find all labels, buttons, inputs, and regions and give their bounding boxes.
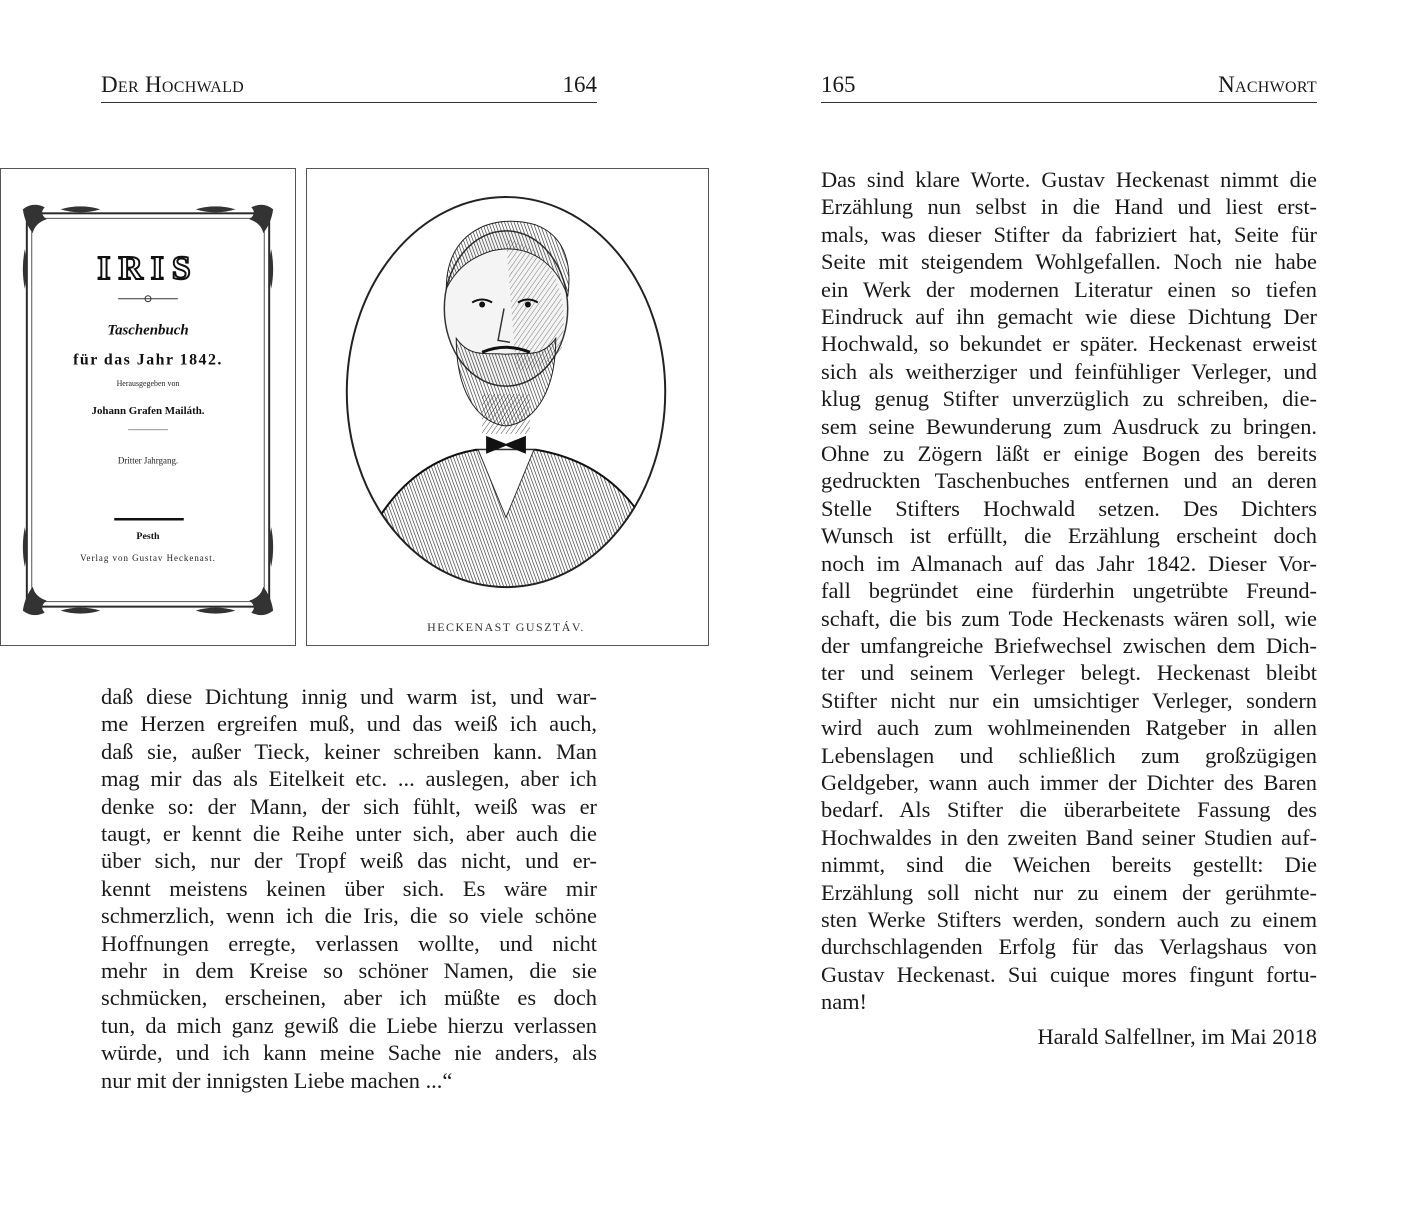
left-paragraph bbox=[101, 683, 597, 1094]
text-line: Gustav Heckenast. Sui cuique mores fingunt fortu- bbox=[821, 961, 1317, 987]
text-line: sten Werke Stifters werden, sondern auch zu einem bbox=[821, 906, 1317, 932]
iris-title: IRIS bbox=[97, 249, 199, 287]
text-line: Hoffnungen erregte, verlassen wollte, und nicht bbox=[101, 930, 597, 956]
right-paragraph bbox=[821, 166, 1317, 1016]
text-line: Seite mit steigendem Wohlgefallen. Noch nie habe bbox=[821, 249, 1317, 275]
iris-editor: Johann Grafen Mailáth. bbox=[91, 404, 205, 417]
text-line: Ohne zu Zögern läßt er einige Bogen des bereits bbox=[821, 441, 1317, 467]
text-line: Das sind klare Worte. Gustav Heckenast nimmt die bbox=[821, 167, 1317, 192]
text-line: Wunsch ist erfüllt, die Erzählung erscheint doch bbox=[821, 523, 1317, 549]
right-page bbox=[708, 0, 1417, 1210]
text-line: taugt, er kennt die Reihe unter sich, aber auch die bbox=[101, 821, 597, 847]
figure-heckenast-portrait bbox=[306, 168, 709, 646]
text-line: ter und seinem Verleger belegt. Heckenast bleibt bbox=[821, 660, 1317, 686]
iris-title-page-illustration bbox=[1, 169, 295, 645]
text-line: gedruckten Taschenbuches entfernen und an deren bbox=[821, 468, 1317, 494]
text-line: bedarf. Als Stifter die überarbeitete Fassung des bbox=[821, 797, 1317, 823]
text-line: würde, und ich kann meine Sache nie anders, als bbox=[101, 1040, 597, 1066]
text-line: daß diese Dichtung innig und warm ist, und war- bbox=[101, 684, 597, 709]
text-line: wird auch zum wohlmeinenden Ratgeber in allen bbox=[821, 715, 1317, 741]
page-number: 165 bbox=[821, 72, 856, 97]
text-line: sem seine Bewunderung zum Ausdruck zu bringen. bbox=[821, 413, 1317, 439]
text-line: denke so: der Mann, der sich fühlt, weiß was er bbox=[101, 793, 597, 819]
text-line: mehr in dem Kreise so schöner Namen, die sie bbox=[101, 958, 597, 984]
text-line: Stifter nicht nur ein umsichtiger Verleger, sondern bbox=[821, 687, 1317, 713]
text-line: nur mit der innigsten Liebe machen ...“ bbox=[101, 1067, 453, 1093]
page-number: 164 bbox=[562, 72, 597, 97]
text-line: über sich, nur der Tropf weiß das nicht, und er- bbox=[101, 848, 597, 874]
text-line: schmücken, erscheinen, aber ich müßte es doch bbox=[101, 985, 597, 1011]
text-line: schmerzlich, wenn ich die Iris, die so viele schöne bbox=[101, 903, 597, 929]
text-line: Lebenslagen und schließlich zum großzügigen bbox=[821, 742, 1317, 768]
text-line: Erzählung nun selbst in die Hand und liest erst- bbox=[821, 194, 1317, 220]
text-line: Stelle Stifters Hochwald setzen. Des Dichters bbox=[821, 495, 1317, 521]
iris-year-line: für das Jahr 1842. bbox=[73, 351, 223, 369]
right-body-text bbox=[821, 166, 1317, 1016]
text-line: schaft, die bis zum Tode Heckenasts wären soll, wie bbox=[821, 605, 1317, 631]
iris-editor-label: Herausgegeben von bbox=[116, 379, 180, 389]
text-line: sich als weitherziger und feinfühliger Verleger, und bbox=[821, 358, 1317, 384]
text-line: me Herzen ergreifen muß, und das weiß ich auch, bbox=[101, 711, 597, 737]
text-line: Erzählung soll nicht nur zu einem der gerühmte- bbox=[821, 879, 1317, 905]
text-line: klug genug Stifter unverzüglich zu schreiben, die- bbox=[821, 386, 1317, 412]
text-line: tun, da mich ganz gewiß die Liebe hierzu verlassen bbox=[101, 1012, 597, 1038]
running-head-right bbox=[821, 70, 1317, 103]
iris-subtitle: Taschenbuch bbox=[107, 322, 189, 339]
text-line: mals, was dieser Stifter da fabriziert hat, Seite für bbox=[821, 221, 1317, 247]
text-line: nam! bbox=[821, 989, 868, 1015]
text-line: daß sie, außer Tieck, keiner schreiben kann. Man bbox=[101, 738, 597, 764]
heckenast-portrait-engraving bbox=[307, 169, 708, 645]
text-line: Hochwald, so bekundet er später. Heckenast erweist bbox=[821, 331, 1317, 357]
text-line: mag mir das als Eitelkeit etc. ... auslegen, aber ich bbox=[101, 766, 597, 792]
text-line: kennt meistens keinen über sich. Es wäre mir bbox=[101, 875, 597, 901]
running-head-left bbox=[101, 70, 597, 103]
text-line: durchschlagenden Erfolg für das Verlagshaus von bbox=[821, 934, 1317, 960]
running-title: Der Hochwald bbox=[101, 72, 245, 97]
text-line: nimmt, sind die Weichen bereits gestellt: Die bbox=[821, 852, 1317, 878]
running-title: Nachwort bbox=[1218, 72, 1317, 97]
text-line: Eindruck auf ihn gemacht wie diese Dichtung Der bbox=[821, 304, 1317, 330]
portrait-caption: HECKENAST GUSZTÁV. bbox=[427, 619, 585, 634]
text-line: ein Werk der modernen Literatur einen so tiefen bbox=[821, 276, 1317, 302]
author-signature-line: Harald Salfellner, im Mai 2018 bbox=[1037, 1024, 1317, 1049]
iris-volume: Dritter Jahrgang. bbox=[117, 455, 179, 466]
text-line: fall begründet eine fürderhin ungetrübte Freund- bbox=[821, 578, 1317, 604]
text-line: noch im Almanach auf das Jahr 1842. Dieser Vor- bbox=[821, 550, 1317, 576]
figure-iris-title-page bbox=[0, 168, 296, 646]
text-line: der umfangreiche Briefwechsel zwischen dem Dich- bbox=[821, 632, 1317, 658]
iris-place: Pesth bbox=[136, 531, 160, 543]
text-line: Hochwaldes in den zweiten Band seiner Studien auf- bbox=[821, 824, 1317, 850]
left-page bbox=[0, 0, 708, 1210]
text-line: Geldgeber, wann auch immer der Dichter des Baren bbox=[821, 769, 1317, 795]
left-body-text bbox=[101, 683, 597, 1094]
iris-publisher: Verlag von Gustav Heckenast. bbox=[80, 552, 216, 563]
